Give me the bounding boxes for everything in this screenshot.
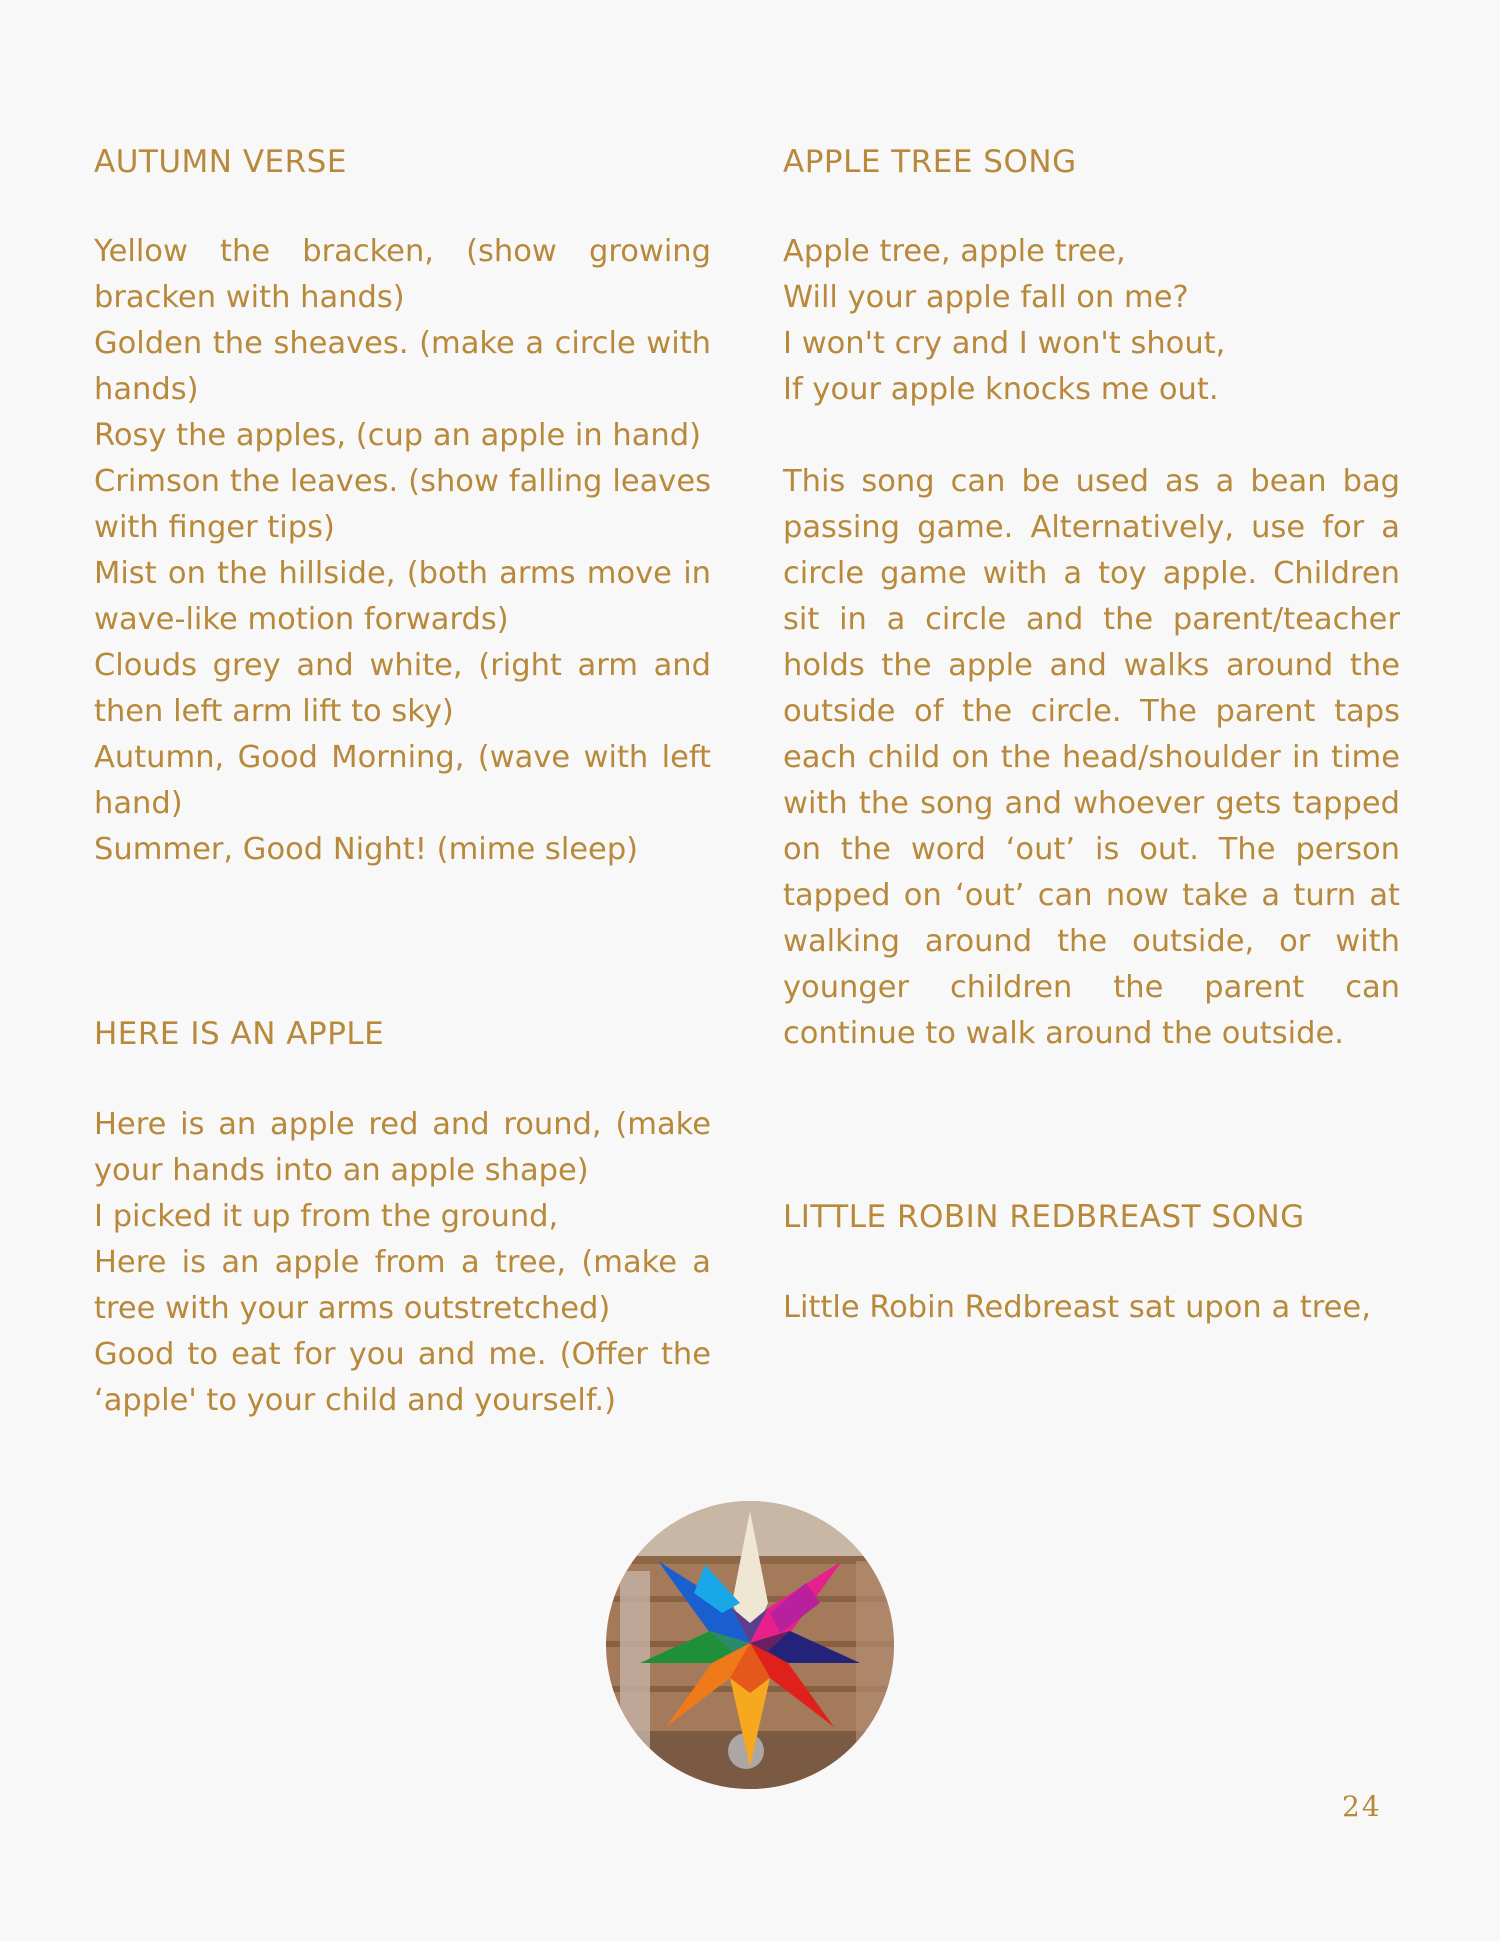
verse-line: Here is an apple from a tree, (make a tree with your arms outstretched)	[94, 1245, 711, 1326]
verse-line: Summer, Good Night! (mime sleep)	[94, 832, 639, 867]
little-robin-lyrics	[783, 1285, 1400, 1331]
autumn-verse-title: AUTUMN VERSE	[94, 144, 347, 180]
verse-line: Golden the sheaves. (make a circle with hands)	[94, 326, 711, 407]
verse-line: Yellow the bracken, (show growing bracken with hands)	[94, 234, 711, 315]
window-star-photo	[606, 1501, 894, 1789]
autumn-verse-body	[94, 229, 711, 873]
verse-line: Autumn, Good Morning, (wave with left hand)	[94, 740, 711, 821]
song-line: I won't cry and I won't shout,	[783, 326, 1226, 361]
verse-line: Mist on the hillside, (both arms move in wave-like motion forwards)	[94, 556, 711, 637]
apple-tree-song-description: This song can be used as a bean bag passing game. Alternatively, use for a circle game with a toy apple. Children sit in a circle and the parent/teacher holds the apple and walks around the outside of the circle. The parent taps each child on the head/shoulder in time with the song and whoever gets tapped on the word ‘out’ is out. The person tapped on ‘out’ can now take a turn at walking around the outside, or with younger children the parent can continue to walk around the outside.	[783, 464, 1400, 1051]
song-line: Apple tree, apple tree,	[783, 234, 1126, 269]
song-line: Little Robin Redbreast sat upon a tree,	[783, 1290, 1371, 1325]
apple-tree-song-lyrics	[783, 229, 1400, 413]
song-line: Will your apple fall on me?	[783, 280, 1189, 315]
verse-line: Clouds grey and white, (right arm and then left arm lift to sky)	[94, 648, 711, 729]
little-robin-title: LITTLE ROBIN REDBREAST SONG	[783, 1199, 1305, 1235]
song-line: If your apple knocks me out.	[783, 372, 1219, 407]
here-is-an-apple-title: HERE IS AN APPLE	[94, 1016, 385, 1052]
verse-line: Here is an apple red and round, (make your hands into an apple shape)	[94, 1107, 711, 1188]
apple-tree-song-title: APPLE TREE SONG	[783, 144, 1077, 180]
window-star-image	[606, 1501, 894, 1789]
verse-line: I picked it up from the ground,	[94, 1199, 559, 1234]
here-is-an-apple-body	[94, 1102, 711, 1424]
page-number: 24	[1342, 1790, 1382, 1823]
verse-line: Rosy the apples, (cup an apple in hand)	[94, 418, 702, 453]
verse-line: Crimson the leaves. (show falling leaves with finger tips)	[94, 464, 711, 545]
verse-line: Good to eat for you and me. (Offer the ‘apple' to your child and yourself.)	[94, 1337, 711, 1418]
